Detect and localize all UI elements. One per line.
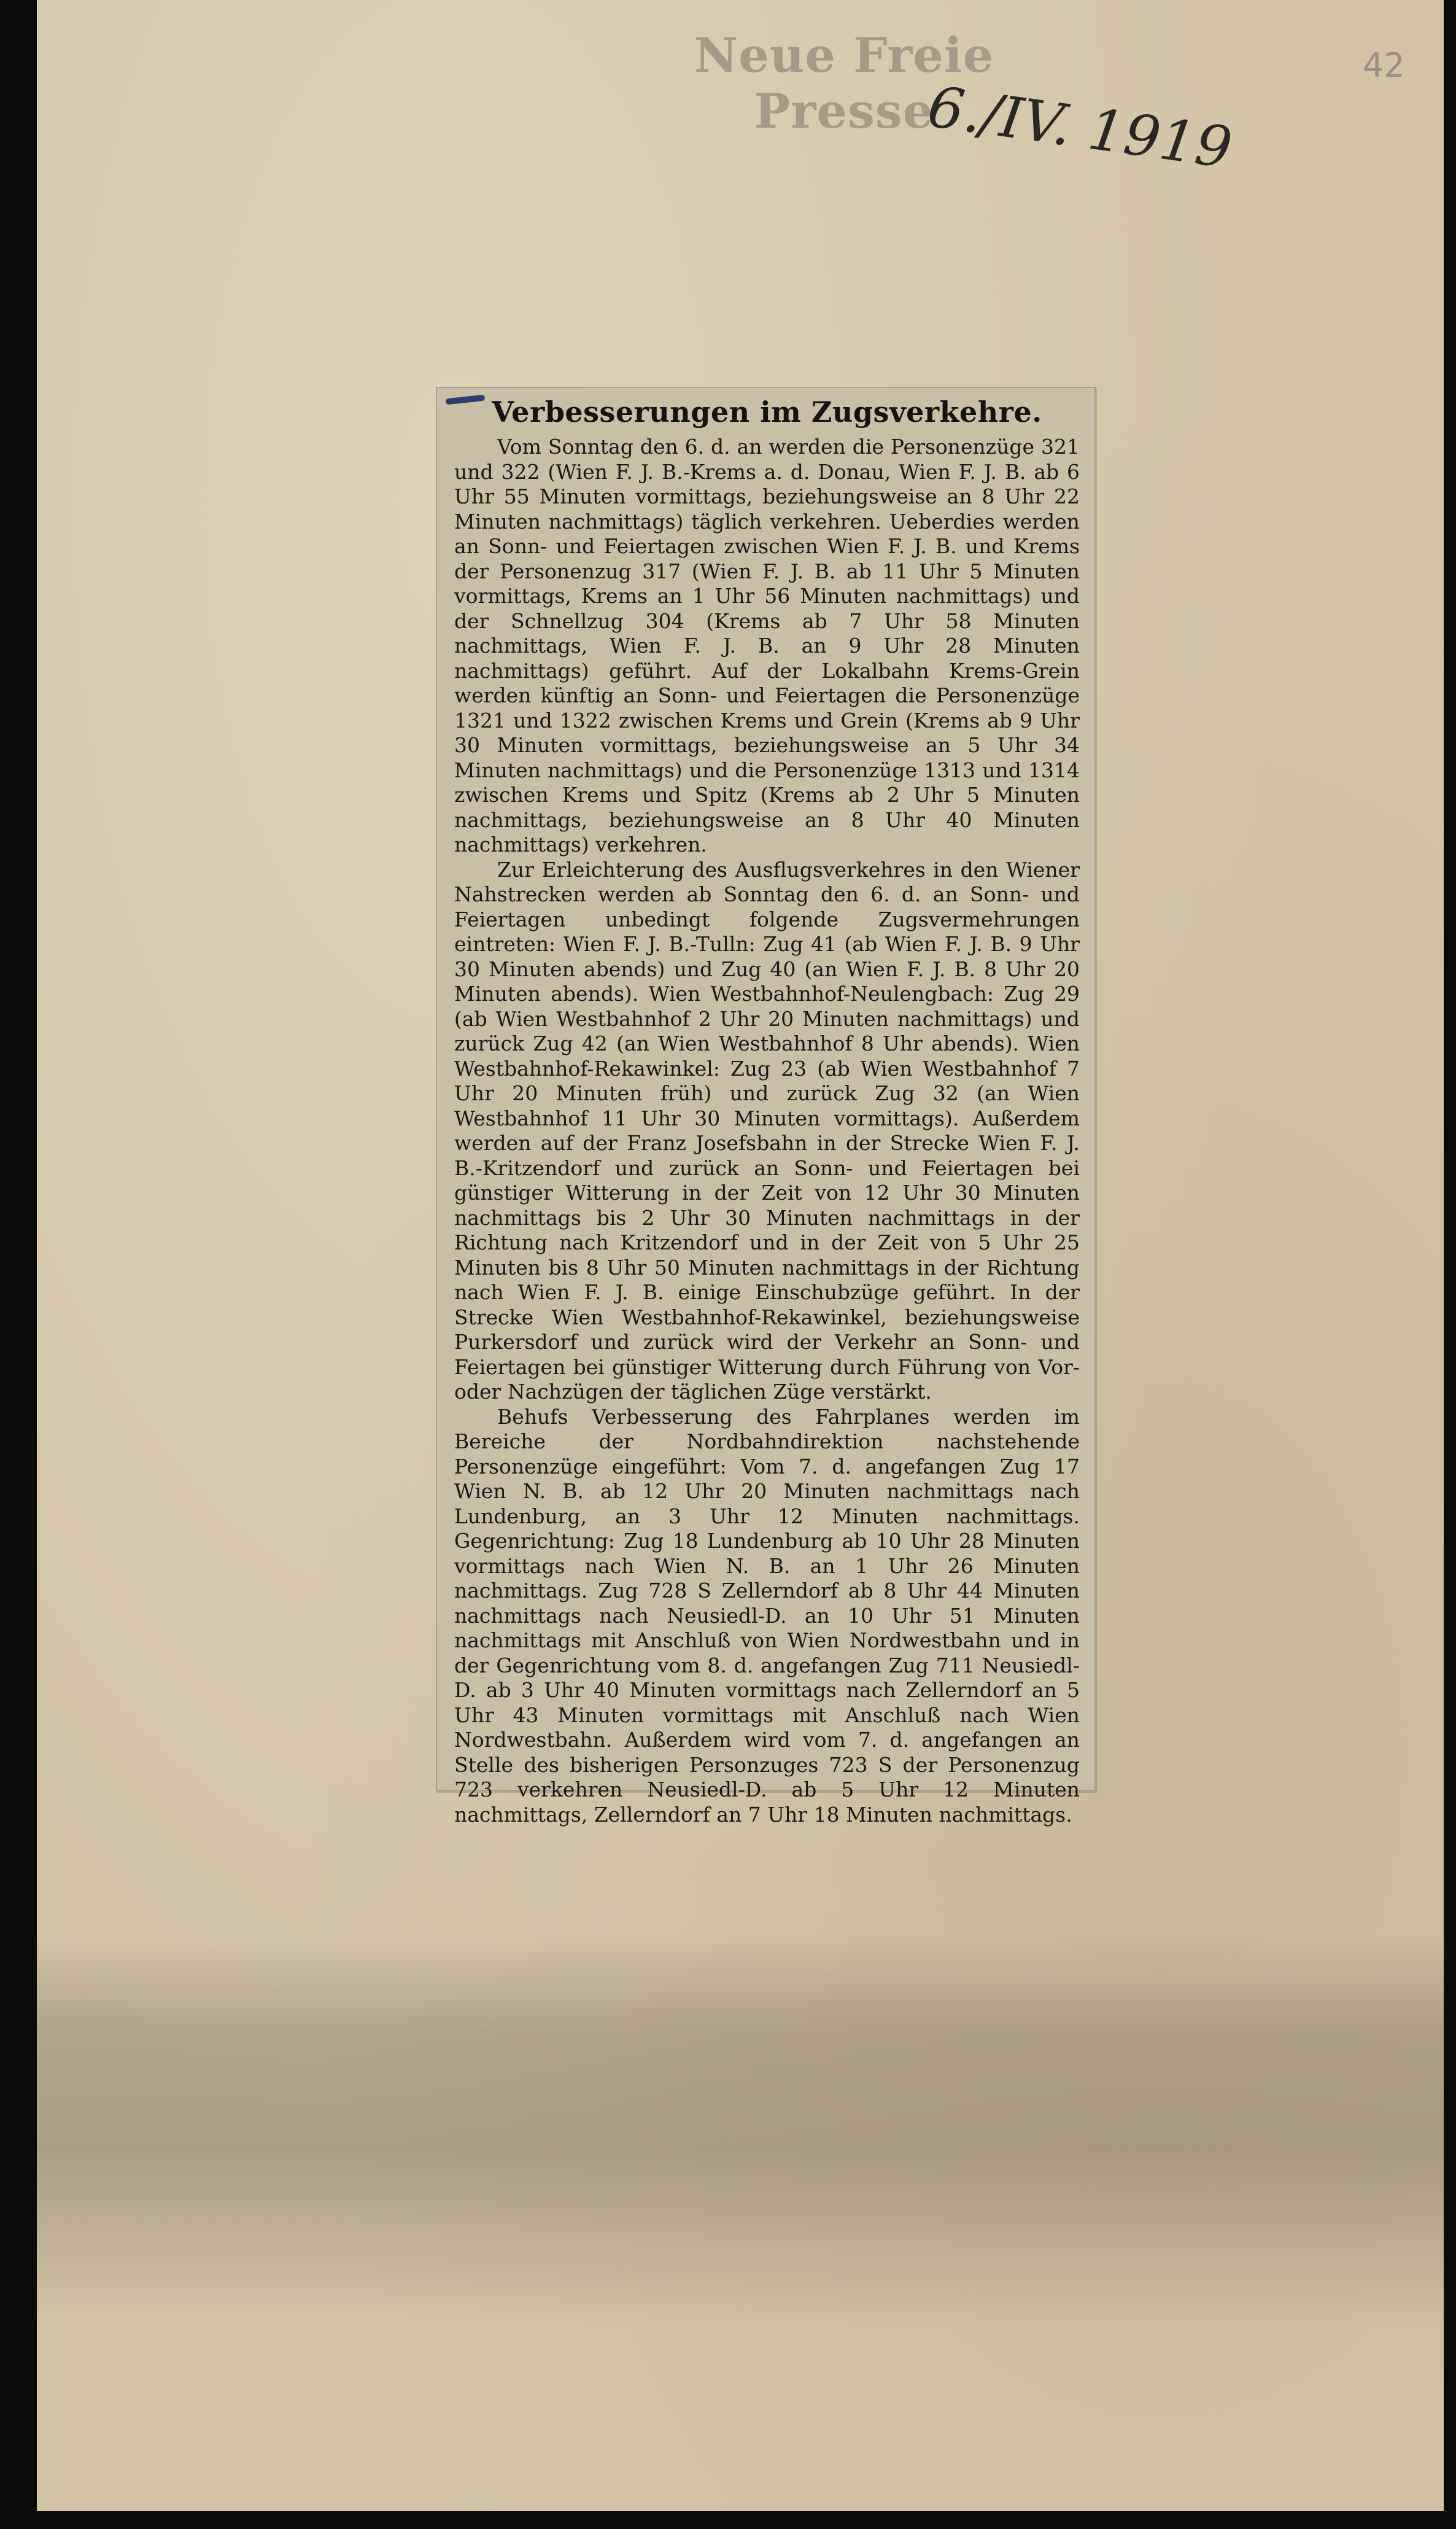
article-paragraph: Vom Sonntag den 6. d. an werden die Personenzüge 321 und 322 (Wien F. J. B.-Krems a. d. Donau, Wien F. J. B. ab 6 Uhr 55 Minuten vormittags, beziehungsweise an 8 Uhr 22 Minuten nachmittags) täglich verkehren. Ueberdies werden an Sonn- und Feiertagen zwischen Wien F. J. B. und Krems der Personenzug 317 (Wien F. J. B. ab 11 Uhr 5 Minuten vormittags, Krems an 1 Uhr 56 Minuten nachmittags) und der Schnellzug 304 (Krems ab 7 Uhr 58 Minuten nachmittags, Wien F. J. B. an 9 Uhr 28 Minuten nachmittags) geführt. Auf der Lokalbahn Krems-Grein werden künftig an Sonn- und Feiertagen die Personenzüge 1321 und 1322 zwischen Krems und Grein (Krems ab 9 Uhr 30 Minuten vormittags, beziehungsweise an 5 Uhr 34 Minuten nachmittags) und die Personenzüge 1313 und 1314 zwischen Krems und Spitz (Krems ab 2 Uhr 5 Minuten nachmittags, beziehungsweise an 8 Uhr 40 Minuten nachmittags) verkehren. xyxy=(454,435,1080,857)
archive-sheet xyxy=(37,0,1444,2511)
handwritten-date: 6./IV. 1919 xyxy=(924,74,1236,182)
article-paragraph: Behufs Verbesserung des Fahrplanes werden im Bereiche der Nordbahndirektion nachstehende Personenzüge eingeführt: Vom 7. d. angefangen Zug 17 Wien N. B. ab 12 Uhr 20 Minuten nachmittags nach Lundenburg, an 3 Uhr 12 Minuten nachmittags. Gegenrichtung: Zug 18 Lundenburg ab 10 Uhr 28 Minuten vormittags nach Wien N. B. an 1 Uhr 26 Minuten nachmittags. Zug 728 S Zellerndorf ab 8 Uhr 44 Minuten nachmittags nach Neusiedl-D. an 10 Uhr 51 Minuten nachmittags mit Anschluß von Wien Nordwestbahn und in der Gegenrichtung vom 8. d. angefangen Zug 711 Neusiedl-D. ab 3 Uhr 40 Minuten vormittags nach Zellerndorf an 5 Uhr 43 Minuten vormittags mit Anschluß nach Wien Nordwestbahn. Außerdem wird vom 7. d. angefangen an Stelle des bisherigen Personzuges 723 S der Personenzug 723 verkehren Neusiedl-D. ab 5 Uhr 12 Minuten nachmittags, Zellerndorf an 7 Uhr 18 Minuten nachmittags. xyxy=(454,1404,1080,1827)
article-paragraph: Zur Erleichterung des Ausflugsverkehres in den Wiener Nahstrecken werden ab Sonntag den 6. d. an Sonn- und Feiertagen unbedingt folgende Zugsvermehrungen eintreten: Wien F. J. B.-Tulln: Zug 41 (ab Wien F. J. B. 9 Uhr 30 Minuten abends) und Zug 40 (an Wien F. J. B. 8 Uhr 20 Minuten abends). Wien Westbahnhof-Neulengbach: Zug 29 (ab Wien Westbahnhof 2 Uhr 20 Minuten nachmittags) und zurück Zug 42 (an Wien Westbahnhof 8 Uhr abends). Wien Westbahnhof-Rekawinkel: Zug 23 (ab Wien Westbahnhof 7 Uhr 20 Minuten früh) und zurück Zug 32 (an Wien Westbahnhof 11 Uhr 30 Minuten vormittags). Außerdem werden auf der Franz Josefsbahn in der Strecke Wien F. J. B.-Kritzendorf und zurück an Sonn- und Feiertagen bei günstiger Witterung in der Zeit von 12 Uhr 30 Minuten nachmittags bis 2 Uhr 30 Minuten nachmittags in der Richtung nach Kritzendorf und in der Zeit von 5 Uhr 25 Minuten bis 8 Uhr 50 Minuten nachmittags in der Richtung nach Wien F. J. B. einige Einschubzüge geführt. In der Strecke Wien Westbahnhof-Rekawinkel, beziehungsweise Purkersdorf und zurück wird der Verkehr an Sonn- und Feiertagen bei günstiger Witterung durch Führung von Vor- oder Nachzügen der täglichen Züge verstärkt. xyxy=(454,857,1080,1404)
newspaper-clipping xyxy=(436,387,1096,1827)
fold-shadow xyxy=(37,1934,1444,2327)
newspaper-stamp: Neue Freie Presse xyxy=(694,28,994,139)
article-headline: Verbesserungen im Zugsverkehre. xyxy=(492,395,1042,429)
page-number: 42 xyxy=(1363,46,1405,85)
